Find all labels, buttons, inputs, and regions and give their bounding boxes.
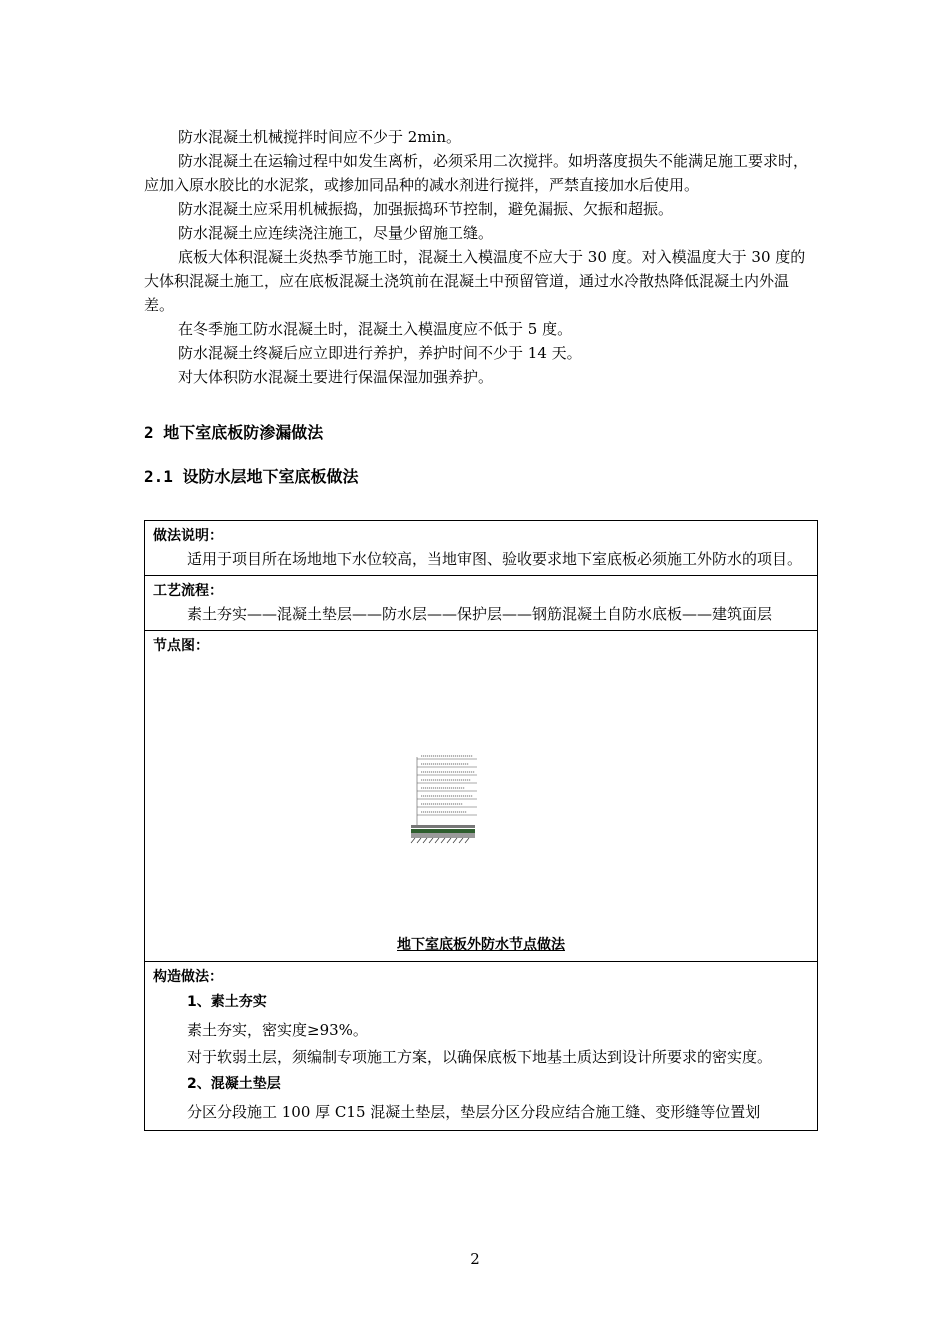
node-diagram (153, 657, 809, 933)
table-row (145, 521, 818, 576)
diagram-callouts (417, 757, 477, 825)
paragraph: 防水混凝土应采用机械振捣，加强振捣环节控制，避免漏振、欠振和超振。 (178, 200, 674, 218)
table-row (145, 576, 818, 631)
step-title: 2、混凝土垫层 (187, 1076, 281, 1092)
step-text: 分区分段施工 100 厚 C15 混凝土垫层，垫层分区分段应结合施工缝、变形缝等位置划 (187, 1103, 761, 1121)
waterproof-layer (411, 829, 475, 833)
cushion-layer (411, 833, 475, 838)
step-title: 1、素土夯实 (187, 994, 267, 1010)
process-cell (145, 576, 818, 631)
page-number: 2 (470, 1250, 480, 1268)
soil-hatch (411, 838, 469, 843)
process-label: 工艺流程： (153, 583, 223, 599)
step-text: 对于软弱土层，须编制专项施工方案，以确保底板下地基土质达到设计所要求的密实度。 (187, 1048, 773, 1066)
table-row (145, 631, 818, 962)
method-cell (145, 521, 818, 576)
step-text: 素土夯实，密实度≥93%。 (187, 1021, 368, 1039)
paragraph: 防水混凝土在运输过程中如发生离析，必须采用二次搅拌。如坍落度损失不能满足施工要求时，应加入原水胶比的水泥浆，或掺加同品种的减水剂进行搅拌，严禁直接加水后使用。 (144, 152, 809, 194)
node-diagram-image (153, 657, 809, 933)
method-label: 做法说明： (153, 528, 223, 544)
node-cell (145, 631, 818, 962)
figure-caption: 地下室底板外防水节点做法 (397, 937, 565, 953)
paragraph: 防水混凝土应连续浇注施工，尽量少留施工缝。 (178, 224, 494, 242)
paragraph: 防水混凝土机械搅拌时间应不少于 2min。 (178, 128, 461, 146)
method-text: 适用于项目所在场地地下水位较高，当地审图、验收要求地下室底板必须施工外防水的项目。 (187, 550, 803, 568)
construction-label: 构造做法： (153, 969, 223, 985)
paragraph: 防水混凝土终凝后应立即进行养护，养护时间不少于 14 天。 (178, 344, 582, 362)
node-label: 节点图： (153, 638, 209, 654)
slab-layer (411, 825, 475, 828)
intro-section (144, 125, 816, 389)
construction-cell (145, 962, 818, 1131)
diagram-text-lines (421, 756, 475, 812)
table-row (145, 962, 818, 1131)
paragraph: 对大体积防水混凝土要进行保温保湿加强养护。 (178, 368, 494, 386)
paragraph: 底板大体积混凝土炎热季节施工时，混凝土入模温度不应大于 30 度。对入模温度大于 30 度的大体积混凝土施工，应在底板混凝土浇筑前在混凝土中预留管道，通过水冷散热降低混凝土内外温差。 (144, 248, 806, 314)
subsection-heading: 2.1 设防水层地下室底板做法 (144, 467, 359, 486)
section-heading: 2 地下室底板防渗漏做法 (144, 423, 324, 442)
method-table (144, 520, 818, 1131)
process-text: 素土夯实——混凝土垫层——防水层——保护层——钢筋混凝土自防水底板——建筑面层 (187, 605, 773, 623)
paragraph: 在冬季施工防水混凝土时，混凝土入模温度应不低于 5 度。 (178, 320, 573, 338)
